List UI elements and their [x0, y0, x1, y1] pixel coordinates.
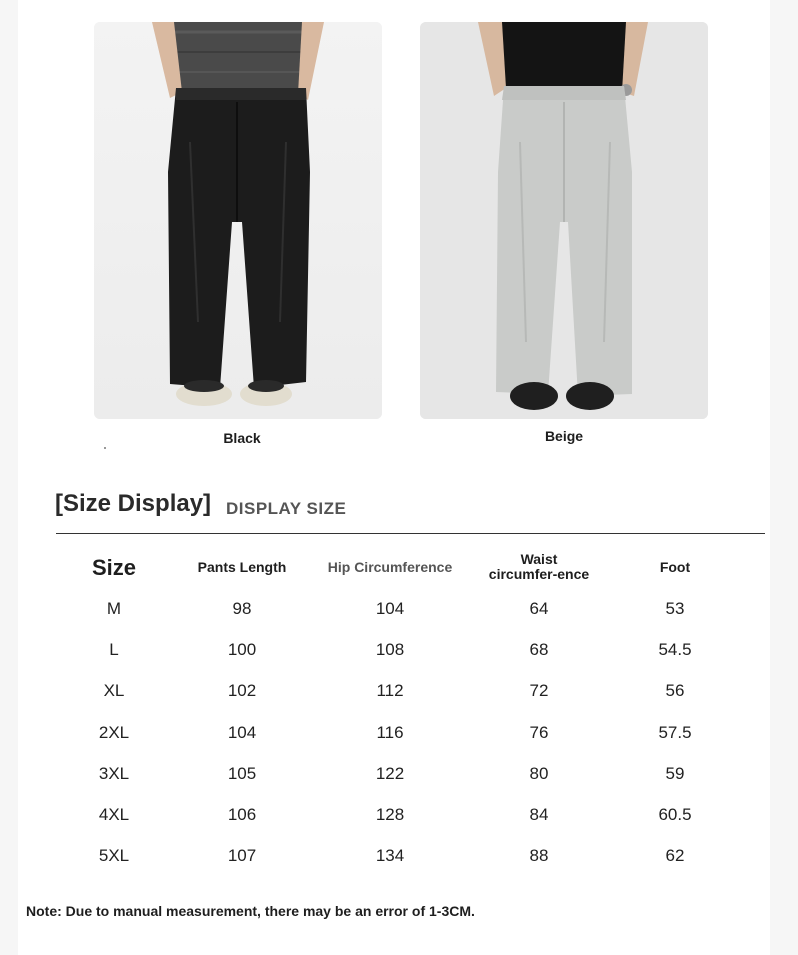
- foot-cell: 56: [665, 681, 685, 701]
- table-row: [38, 671, 758, 712]
- hip-cell: 116: [376, 722, 404, 742]
- waist-cell: 68: [529, 639, 549, 659]
- decorative-dot: [104, 447, 106, 449]
- foot-cell: 62: [665, 846, 685, 866]
- size-cell: 2XL: [98, 722, 130, 742]
- size-cell: XL: [103, 681, 125, 701]
- black-color-label: Black: [223, 430, 261, 446]
- size-chart-header-row: [38, 546, 758, 588]
- black-pants-photo[interactable]: [94, 22, 382, 419]
- product-detail-page: [18, 0, 770, 955]
- waist-cell: 84: [529, 805, 549, 825]
- size-display-title: [Size Display]: [55, 490, 212, 517]
- pants-length-cell: 98: [232, 598, 252, 618]
- waist-cell: 72: [529, 681, 549, 701]
- table-row: [38, 712, 758, 753]
- hip-cell: 108: [375, 639, 405, 659]
- hip-cell: 134: [375, 846, 405, 866]
- hip-cell: 112: [376, 681, 404, 701]
- section-divider: [56, 533, 765, 534]
- waist-cell: 80: [529, 763, 549, 783]
- pants-length-cell: 105: [227, 763, 257, 783]
- waist-cell: 88: [529, 846, 549, 866]
- measurement-note: Note: Due to manual measurement, there may be an error of 1-3CM.: [26, 903, 475, 919]
- size-cell: M: [106, 598, 122, 618]
- foot-cell: 53: [665, 598, 685, 618]
- table-row: [38, 753, 758, 794]
- waist-cell: 64: [529, 598, 549, 618]
- foot-cell: 59: [665, 763, 685, 783]
- waist-cell: 76: [529, 722, 549, 742]
- hip-cell: 104: [375, 598, 405, 618]
- hip-cell: 128: [375, 805, 405, 825]
- size-cell: 4XL: [98, 805, 130, 825]
- header-pants-length: Pants Length: [197, 558, 287, 575]
- size-chart-table: [38, 546, 758, 877]
- table-row: [38, 836, 758, 877]
- header-foot: Foot: [659, 558, 691, 575]
- size-display-subtitle: DISPLAY SIZE: [226, 499, 347, 518]
- beige-color-label: Beige: [544, 428, 584, 444]
- foot-cell: 57.5: [658, 722, 692, 742]
- pants-length-cell: 100: [227, 639, 257, 659]
- size-cell: L: [109, 639, 119, 659]
- black-pants-illustration: [94, 22, 382, 419]
- header-size: Size: [91, 554, 137, 580]
- beige-pants-illustration: [420, 22, 708, 419]
- table-row: [38, 629, 758, 670]
- pants-length-cell: 102: [227, 681, 257, 701]
- table-row: [38, 794, 758, 835]
- header-hip-circumference: Hip Circumference: [327, 558, 453, 575]
- header-waist-circumference: Waist circumfer-ence: [488, 551, 590, 582]
- pants-length-cell: 107: [227, 846, 257, 866]
- foot-cell: 54.5: [658, 639, 692, 659]
- size-cell: 3XL: [98, 763, 130, 783]
- beige-pants-photo[interactable]: [420, 22, 708, 419]
- size-cell: 5XL: [98, 846, 130, 866]
- pants-length-cell: 104: [227, 722, 257, 742]
- hip-cell: 122: [375, 763, 405, 783]
- table-row: [38, 588, 758, 629]
- foot-cell: 60.5: [658, 805, 692, 825]
- pants-length-cell: 106: [227, 805, 257, 825]
